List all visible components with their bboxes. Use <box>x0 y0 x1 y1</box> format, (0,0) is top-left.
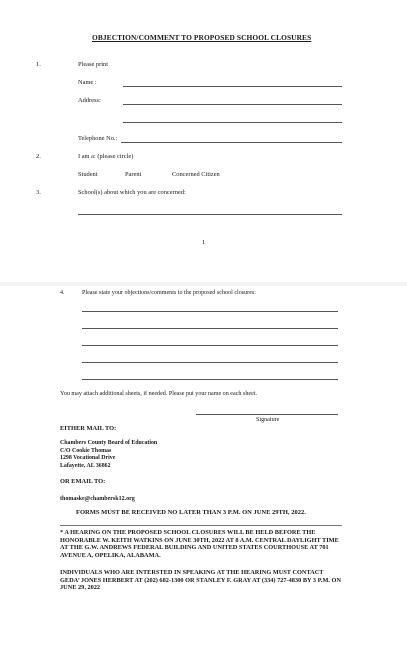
address-label: Address: <box>78 97 101 104</box>
option-student[interactable]: Student <box>78 171 98 178</box>
signature-line[interactable] <box>196 414 338 415</box>
option-concerned-citizen[interactable]: Concerned Citizen <box>172 171 220 178</box>
mail-address-line-4: Lafayette, AL 36862 <box>60 462 111 469</box>
q3-label: School(s) about which you are concerned: <box>78 189 186 196</box>
hearing-notice: * A HEARING ON THE PROPOSED SCHOOL CLOSURES WILL BE HELD BEFORE THE HONORABLE W. KEITH WATKINS ON JUNE 30TH, 2022 AT 8 A.M. CENTRAL DAYLIGHT TIME AT THE G.W. ANDREWS FEDERAL BUILDING AND UNITED STATES COURTHOUSE AT 701 AVENUE A, OPELIKA, ALABAMA. <box>60 529 339 559</box>
form-page-2 <box>0 286 407 648</box>
mail-address-line-2: C/O Cookie Thomas <box>60 447 112 454</box>
telephone-field-line[interactable] <box>121 142 342 143</box>
q3-number: 3. <box>36 189 41 196</box>
contact-notice: INDIVIDUALS WHO ARE INTERSTED IN SPEAKING AT THE HEARING MUST CONTACT GEDA’ JONES HERBERT AT (202) 682-1300 OR STANLEY F. GRAY AT (334) 727-4830 BY 3 P.M. ON JUNE 29, 2022 <box>60 569 342 592</box>
telephone-label: Telephone No.: <box>78 135 118 142</box>
form-page-1 <box>0 0 407 282</box>
option-parent[interactable]: Parent <box>125 171 142 178</box>
name-field-line[interactable] <box>123 86 342 87</box>
schools-field-line[interactable] <box>78 214 342 215</box>
deadline-notice: FORMS MUST BE RECEIVED NO LATER THAN 3 P.M. ON JUNE 29TH, 2022. <box>76 509 306 516</box>
comment-line-2[interactable] <box>82 328 338 329</box>
email-heading: OR EMAIL TO: <box>60 478 106 485</box>
comment-line-4[interactable] <box>82 362 338 363</box>
q2-number: 2. <box>36 153 41 160</box>
mail-heading: EITHER MAIL TO: <box>60 425 117 432</box>
q2-label: I am a: (please circle) <box>78 153 134 160</box>
mail-address-line-1: Chambers County Board of Education <box>60 440 158 446</box>
q1-label: Please print <box>78 61 108 68</box>
attach-note: You may attach additional sheets, if needed. Please put your name on each sheet. <box>60 391 258 397</box>
address-field-line-1[interactable] <box>123 104 342 105</box>
form-title: OBJECTION/COMMENT TO PROPOSED SCHOOL CLOSURES <box>92 33 312 42</box>
name-label: Name : <box>78 79 97 86</box>
comment-line-3[interactable] <box>82 345 338 346</box>
comment-line-5[interactable] <box>82 379 338 380</box>
signature-label: Signature <box>256 417 280 423</box>
q4-label: Please state your objections/comments to the proposed school closures: <box>82 290 256 296</box>
comment-line-1[interactable] <box>82 311 338 312</box>
email-address[interactable]: thomaske@chambersk12.org <box>60 496 135 502</box>
page-number: 1 <box>202 239 206 246</box>
q4-number: 4. <box>60 290 65 296</box>
divider <box>60 525 342 526</box>
address-field-line-2[interactable] <box>123 122 342 123</box>
q1-number: 1. <box>36 61 41 68</box>
mail-address-line-3: 1298 Vocational Drive <box>60 455 116 462</box>
